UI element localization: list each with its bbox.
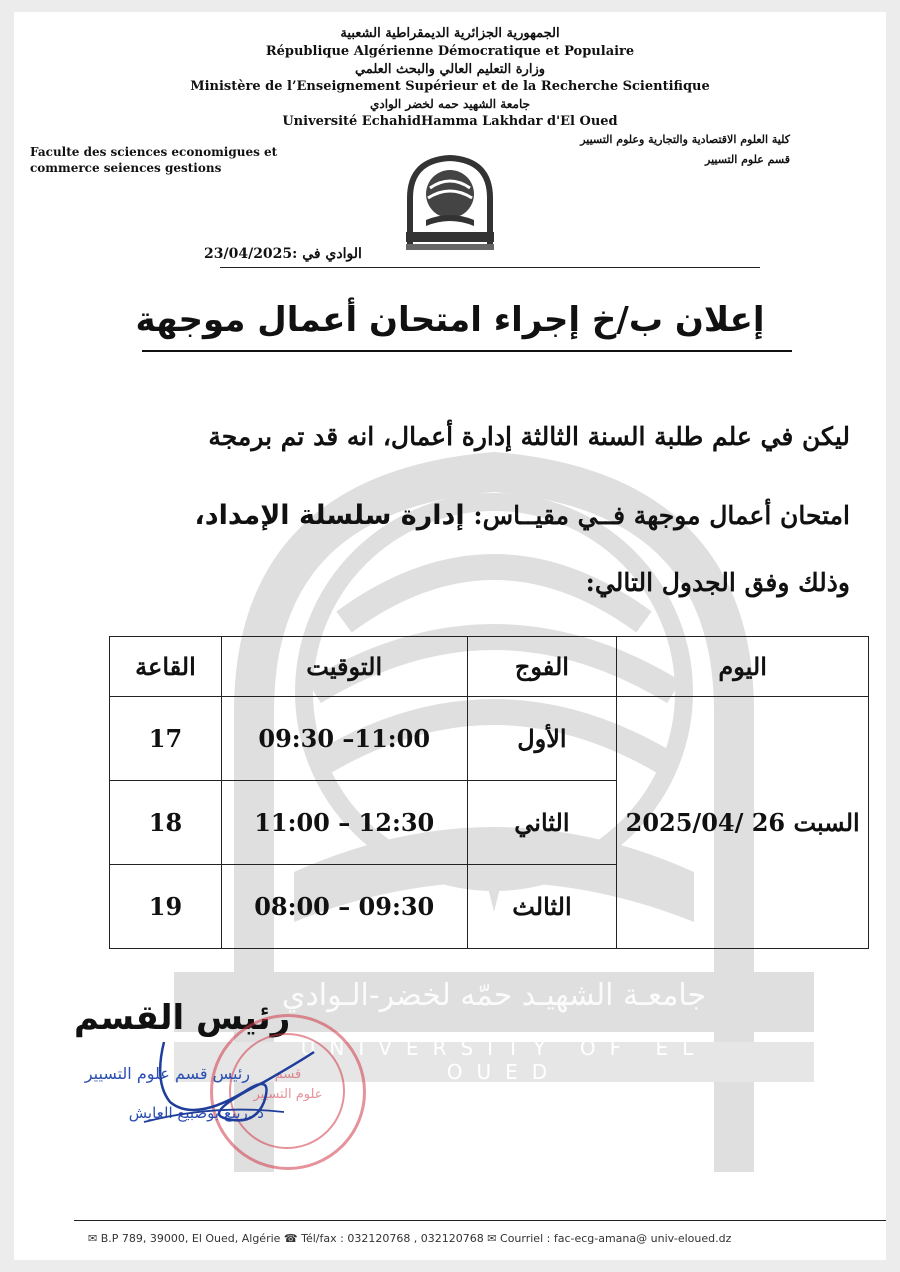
footer-divider <box>74 1220 886 1221</box>
phone-icon: ☎ <box>283 1232 298 1245</box>
email-icon: ✉ <box>487 1232 497 1245</box>
faculty-ar <box>580 130 790 170</box>
exam-schedule-table <box>109 636 869 949</box>
mail-icon: ✉ <box>88 1232 98 1245</box>
body-line-1: ليكن في علم طلبة السنة الثالثة إدارة أعمال، انه قد تم برمجة <box>208 422 850 451</box>
stamp-center-line2: علوم التسيير <box>253 1087 323 1102</box>
handwritten-signature <box>124 1032 324 1142</box>
watermark-english-text: UNIVERSITY OF EL OUED <box>300 1036 708 1084</box>
university-logo <box>402 154 498 258</box>
group-cell: الثاني <box>467 781 617 865</box>
document-page <box>14 12 886 1260</box>
header-ar-republic: الجمهورية الجزائرية الديمقراطية الشعبية <box>340 26 560 41</box>
faculty-ar-line2: قسم علوم التسيير <box>705 153 790 166</box>
time-cell <box>221 865 467 949</box>
time-value: 08:00 – 09:30 <box>254 892 435 921</box>
time-value: 09:30 –11:00 <box>258 724 431 753</box>
date-line: الوادي في :23/04/2025 <box>204 246 362 262</box>
faculty-fr-line1: Faculte des sciences economigues et <box>30 145 278 159</box>
footer-email: Courriel : fac-ecg-amana@ univ-eloued.dz <box>500 1232 732 1245</box>
header-fr-university: Université EchahidHamma Lakhdar d'El Oued <box>282 114 618 129</box>
room-cell: 19 <box>110 865 222 949</box>
time-cell <box>221 697 467 781</box>
stamp-center-line1: قسم <box>274 1067 302 1082</box>
course-name: إدارة سلسلة الإمداد، <box>194 500 465 531</box>
footer-contact <box>88 1232 886 1245</box>
watermark-arabic-text: جامعـة الشهيـد حمّه لخضر-الـوادي <box>281 978 707 1013</box>
body-line-2 <box>195 500 850 531</box>
faculty-fr-line2: commerce seiences gestions <box>30 161 222 175</box>
header-time: التوقيت <box>221 637 467 697</box>
signature-blue-line1: رئيس قسم علوم التسيير <box>84 1064 250 1083</box>
room-cell: 18 <box>110 781 222 865</box>
faculty-ar-line1: كلية العلوم الاقتصادية والتجارية وعلوم التسيير <box>580 133 790 146</box>
footer-tel: Tél/fax : 032120768 , 032120768 <box>301 1232 484 1245</box>
time-value: 11:00 – 12:30 <box>254 808 435 837</box>
header-fr-republic: République Algérienne Démocratique et Populaire <box>265 44 635 59</box>
header-divider <box>220 267 760 268</box>
group-cell: الأول <box>467 697 617 781</box>
signature-title: رئيس القسم <box>74 998 291 1038</box>
header-ar-university: جامعة الشهيد حمه لخضر الوادي <box>369 97 531 111</box>
title-underline <box>142 350 792 352</box>
header-group: الفوج <box>467 637 617 697</box>
header-ar-ministry: وزارة التعليم العالي والبحث العلمي <box>354 62 546 77</box>
group-cell: الثالث <box>467 865 617 949</box>
header-room: القاعة <box>110 637 222 697</box>
header-day: اليوم <box>617 637 869 697</box>
room-cell: 17 <box>110 697 222 781</box>
signature-blue-line2: د .ربيع بوصبيع العايش <box>128 1104 264 1122</box>
header-fr-ministry: Ministère de l’Enseignement Supérieur et de la Recherche Scientifique <box>190 79 710 94</box>
table-row <box>110 697 869 781</box>
time-cell <box>221 781 467 865</box>
announcement-title: إعلان ب/خ إجراء امتحان أعمال موجهة <box>135 300 765 340</box>
body-line-3: وذلك وفق الجدول التالي: <box>585 568 850 597</box>
footer-address: B.P 789, 39000, El Oued, Algérie <box>100 1232 281 1245</box>
body-line-2-prefix: امتحان أعمال موجهة فــي مقيــاس: <box>473 501 850 530</box>
exam-day-cell: السبت 26 /2025/04 <box>617 697 869 949</box>
table-header-row <box>110 637 869 697</box>
faculty-fr <box>30 144 277 176</box>
